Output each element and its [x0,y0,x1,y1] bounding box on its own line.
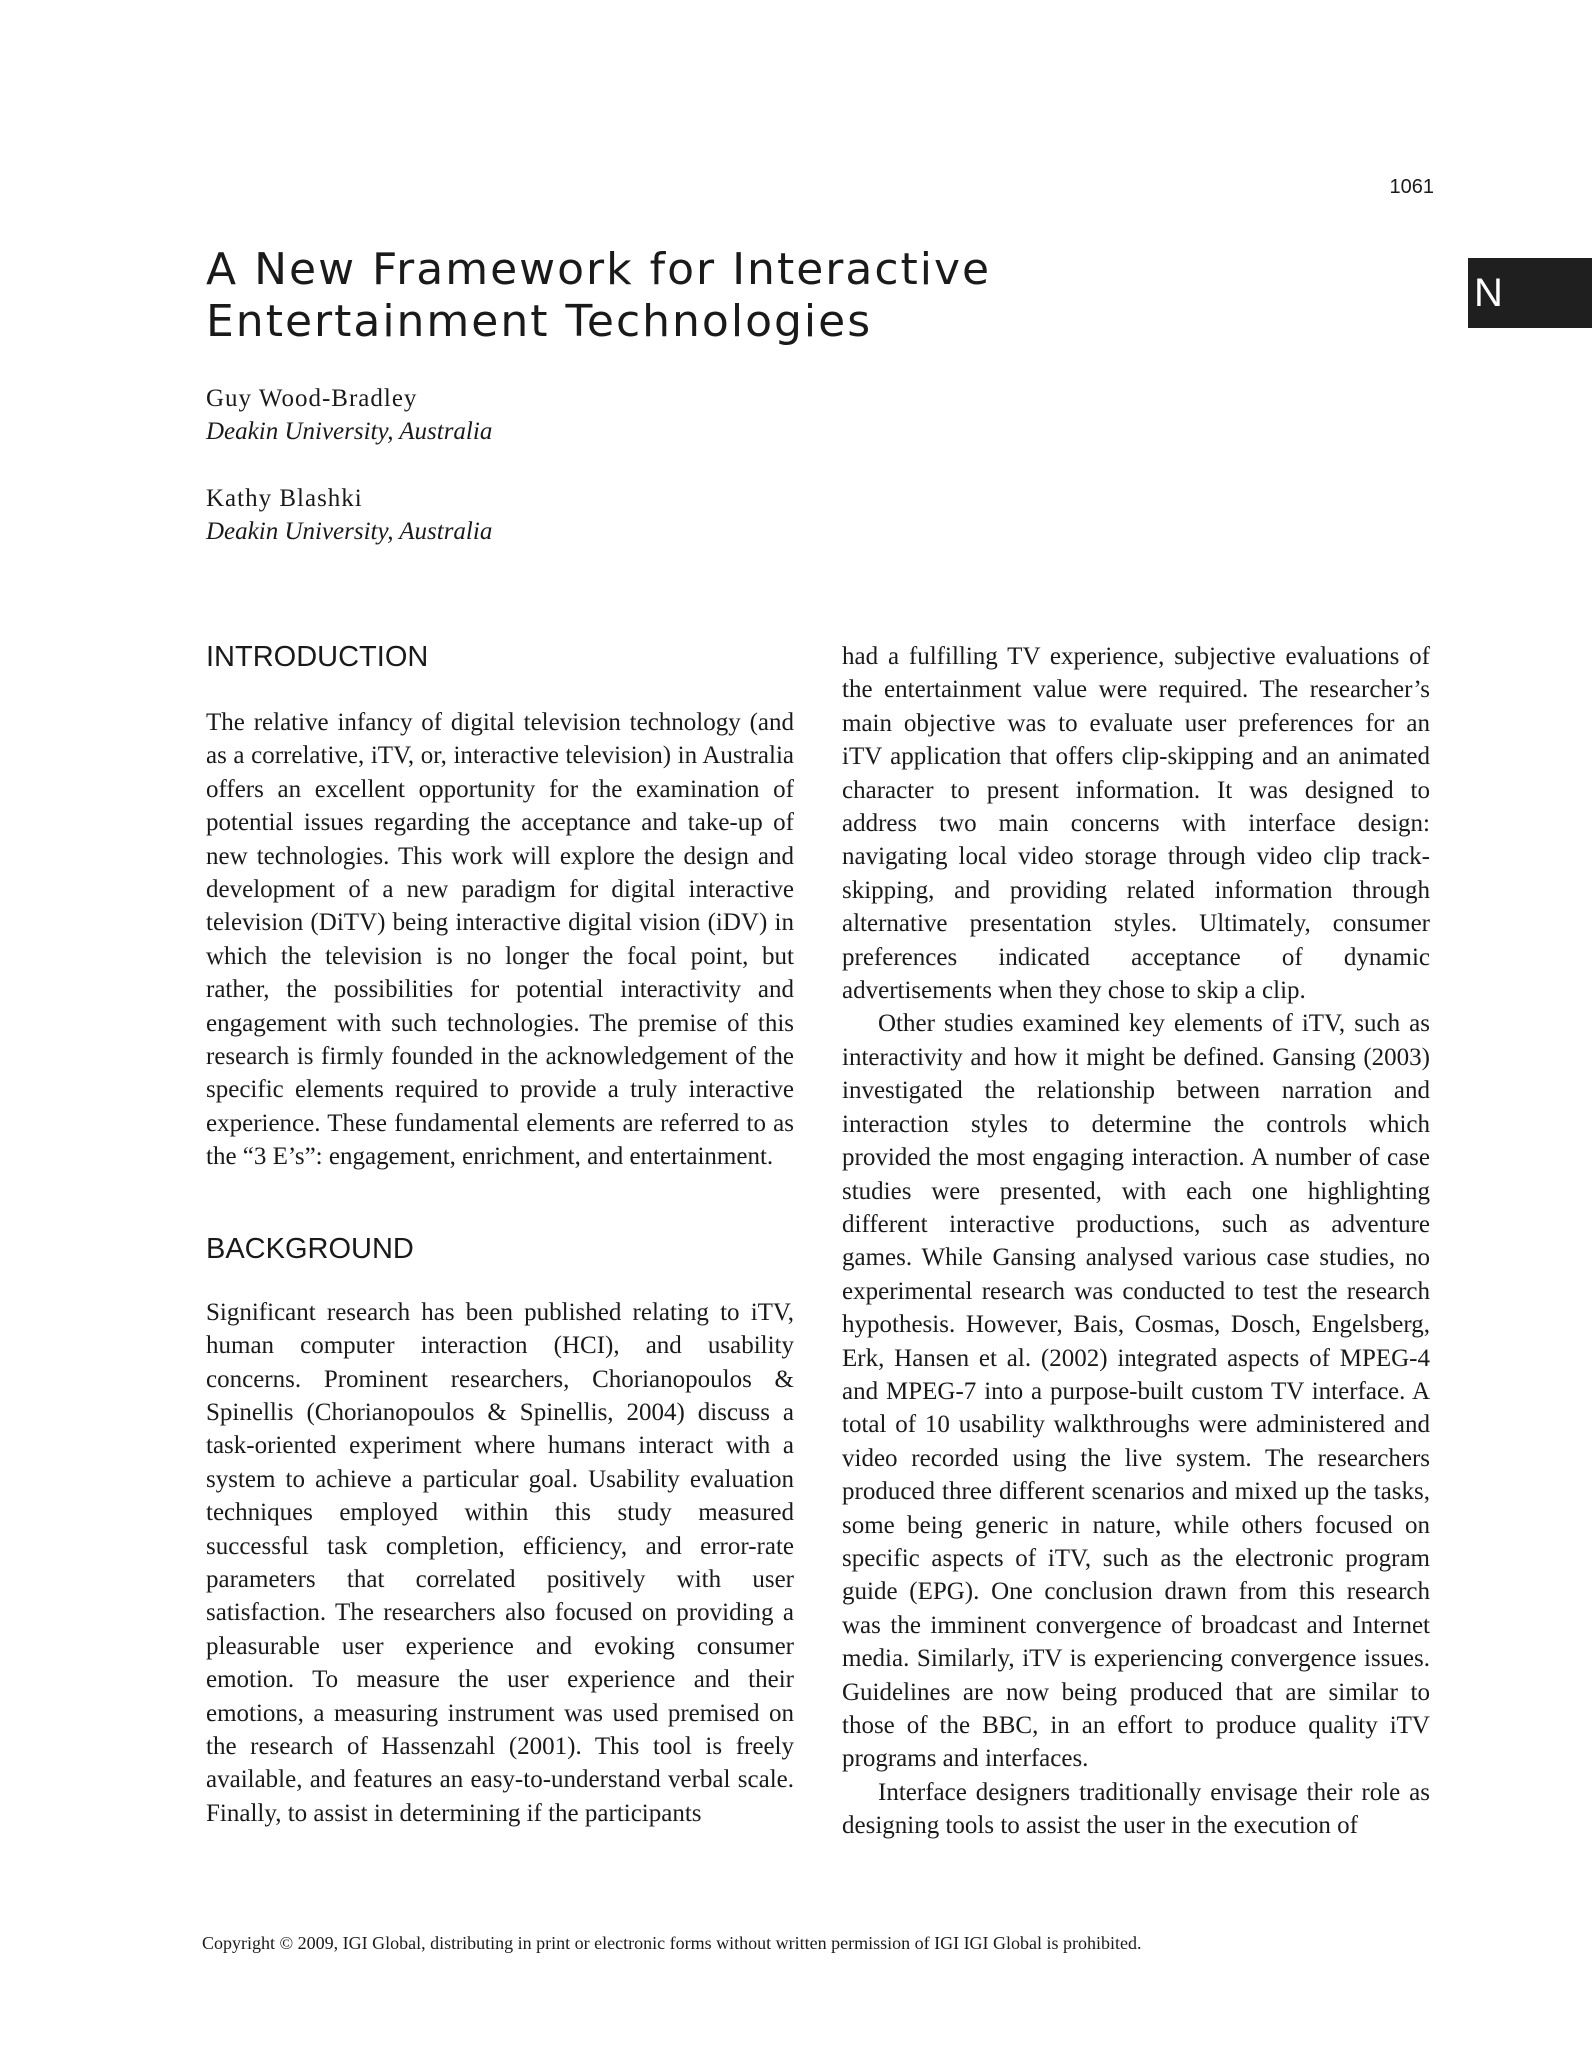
background-paragraph-3: Interface designers traditionally envisage their role as designing tools to assist the user in the execution of [842,1778,1430,1840]
author-affiliation: Deakin University, Australia [206,418,493,445]
introduction-heading: INTRODUCTION [206,641,429,673]
background-paragraph-1-continued: had a fulfilling TV experience, subjective evaluations of the entertainment value were required. The researcher’s main objective was to evaluate user preferences for an iTV application that offers clip-skipping and an animated character to present information. It was designed to address two main concerns with interface design: navigating local video storage through video clip track-skipping, and providing related information through alternative presentation styles. Ultimately, consumer preferences indicated acceptance of dynamic advertisements when they chose to skip a clip. [842,643,1430,1005]
introduction-paragraph: The relative infancy of digital television technology (and as a correlative, iTV, or, interactive television) in Australia offers an excellent opportunity for the examination of potential issues regarding the acceptance and take-up of new technologies. This work will explore the design and development of a new paradigm for digital interactive television (DiTV) being interactive digital vision (iDV) in which the television is no longer the focal point, but rather, the possibilities for potential interactivity and engagement with such technologies. The premise of this research is firmly founded in the acknowledgement of the specific elements required to provide a truly interactive experience. These fundamental elements are referred to as the “3 E’s”: engagement, enrichment, and entertainment. [206,709,794,1171]
copyright-notice: Copyright © 2009, IGI Global, distributing in print or electronic forms without written permission of IGI IGI Global is prohibited. [202,1933,1142,1953]
background-paragraph-1: Significant research has been published relating to iTV, human computer interaction (HCI), and usability concerns. Prominent researchers, Chorianopoulos & Spinellis (Chorianopoulos & Spinellis, 2004) discuss a task-oriented experiment where humans interact with a system to achieve a particular goal. Usability evaluation techniques employed within this study measured successful task completion, efficiency, and error-rate parameters that correlated positively with user satisfaction. The researchers also focused on providing a pleasurable user experience and evoking consumer emotion. To measure the user experience and their emotions, a measuring instrument was used premised on the research of Hassenzahl (2001). This tool is freely available, and features an easy-to-understand verbal scale. Finally, to assist in determining if the participants [206,1298,794,1827]
author-block [206,382,906,448]
background-heading: BACKGROUND [206,1232,414,1265]
author-name: Kathy Blashki [206,485,363,512]
left-column [206,640,794,1830]
author-affiliation: Deakin University, Australia [206,518,493,545]
author-block [206,482,906,548]
section-tab: N [1468,258,1592,328]
right-column [842,640,1430,1843]
background-paragraph-2: Other studies examined key elements of iTV, such as interactivity and how it might be defined. Gansing (2003) investigated the relationship between narration and interaction styles to determine the controls which provided the most engaging interaction. A number of case studies were presented, with each one highlighting different interactive productions, such as adventure games. While Gansing analysed various case studies, no experimental research was conducted to test the research hypothesis. However, Bais, Cosmas, Dosch, Engelsberg, Erk, Hansen et al. (2002) integrated aspects of MPEG-4 and MPEG-7 into a purpose-built custom TV interface. A total of 10 usability walkthroughs were administered and video recorded using the live system. The researchers produced three different scenarios and mixed up the tasks, some being generic in nature, while others focused on specific aspects of iTV, such as the electronic program guide (EPG). One conclusion drawn from this research was the imminent convergence of broadcast and Internet media. Similarly, iTV is experiencing convergence issues. Guidelines are now being produced that are similar to those of the BBC, in an effort to produce quality iTV programs and interfaces. [842,1010,1430,1773]
author-name: Guy Wood-Bradley [206,385,418,412]
page-number: 1061 [1389,176,1434,198]
page-title: A New Framework for Interactive Entertainment Technologies [206,244,992,347]
